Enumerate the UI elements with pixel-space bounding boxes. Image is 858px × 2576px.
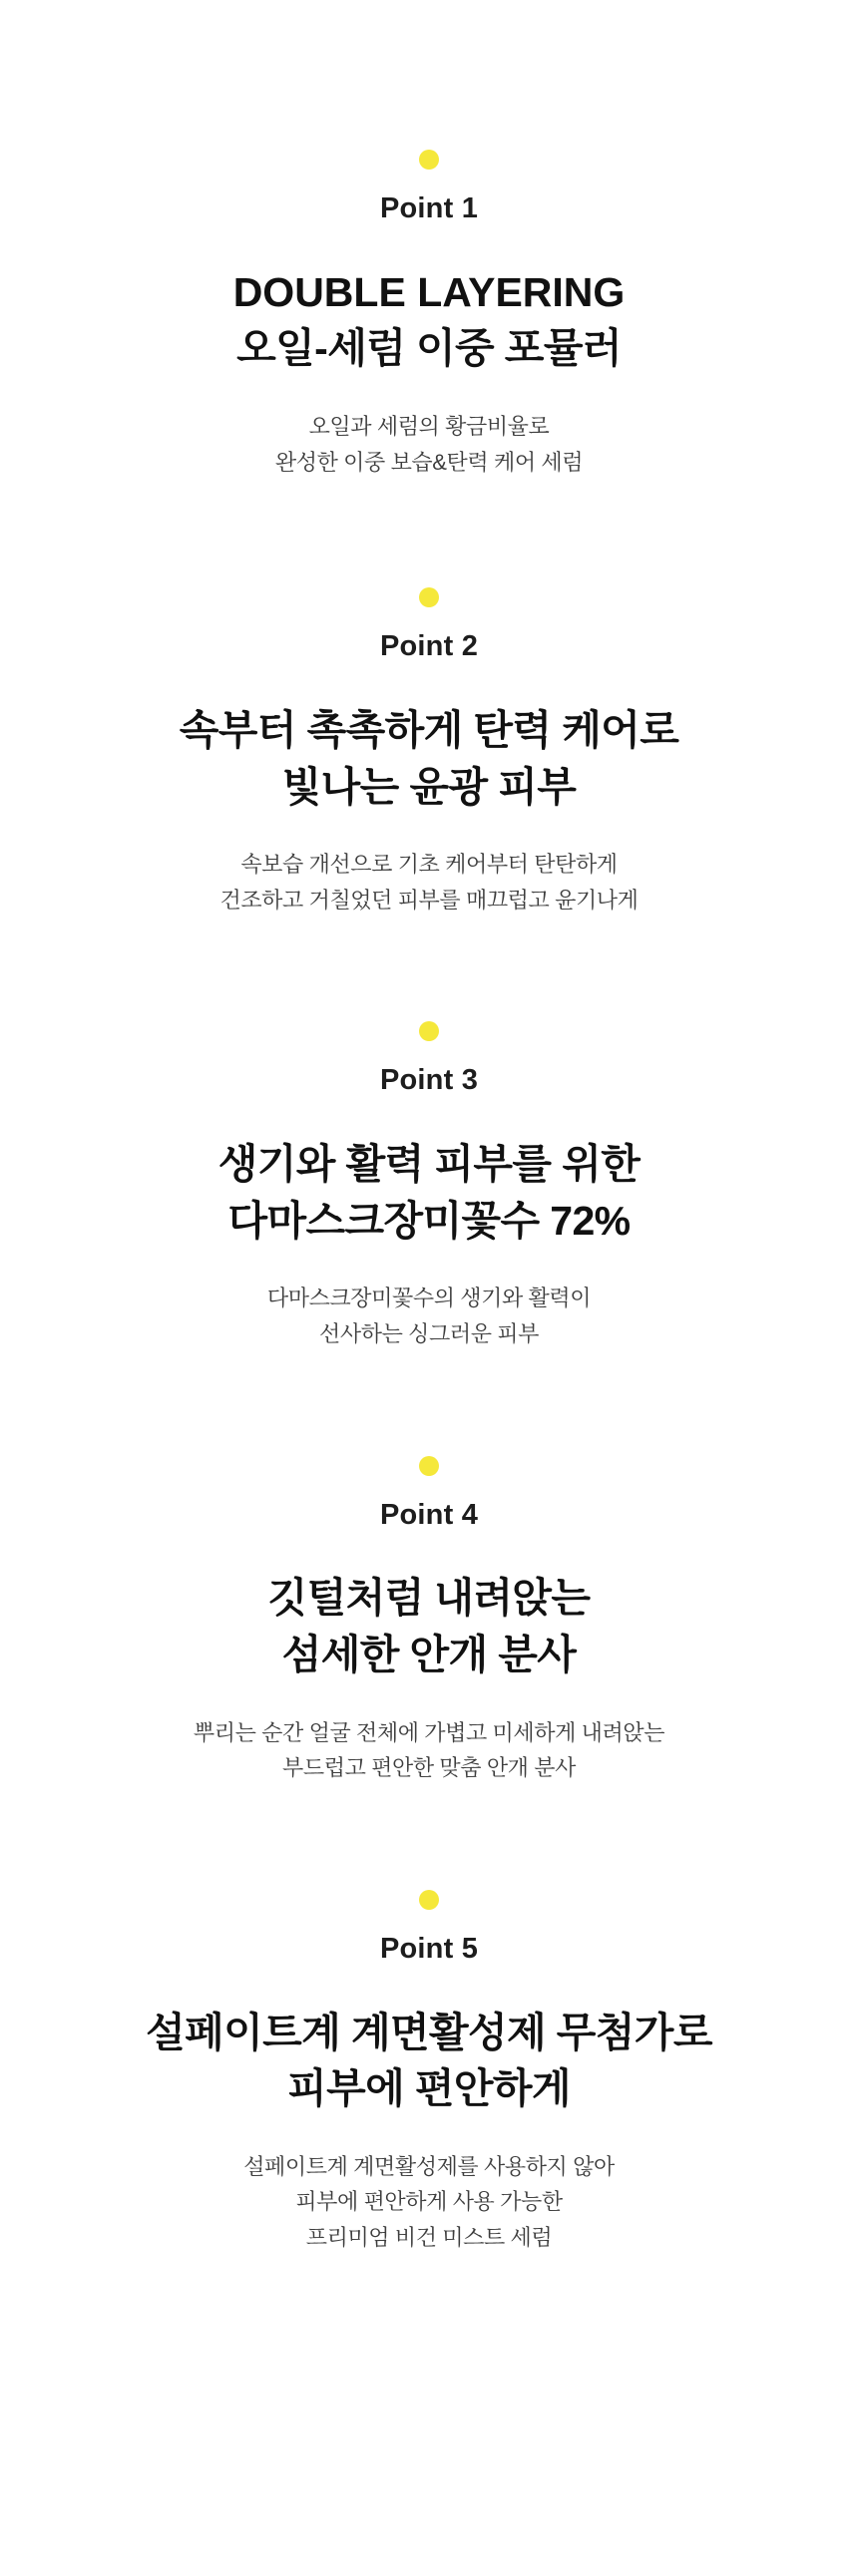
point-headline-3-line-1: 생기와 활력 피부를 위한 [217, 1141, 641, 1188]
point-block-3 [0, 1021, 858, 1351]
point-headline-3 [218, 1136, 640, 1249]
point-subtext-2-line-2: 건조하고 거칠었던 피부를 매끄럽고 윤기나게 [219, 887, 639, 913]
point-subtext-4-line-2: 부드럽고 편안한 맞춤 안개 분사 [282, 1755, 576, 1781]
point-subtext-5-line-3: 프리미엄 비건 미스트 세럼 [305, 2225, 553, 2251]
point-label-3: Point 3 [379, 1064, 479, 1097]
point-headline-1-line-2: 오일-세럼 이중 포뮬러 [236, 325, 622, 372]
point-headline-4-line-1: 깃털처럼 내려앉는 [267, 1575, 591, 1622]
point-headline-5 [146, 2005, 712, 2117]
yellow-dot-icon [419, 150, 439, 170]
point-label-1: Point 1 [379, 192, 479, 224]
point-block-4 [0, 1456, 858, 1786]
yellow-dot-icon [419, 1021, 439, 1041]
point-label-2: Point 2 [379, 630, 479, 663]
point-subtext-2 [219, 847, 638, 918]
point-headline-2 [180, 702, 678, 815]
point-headline-5-line-2: 피부에 편안하게 [287, 2065, 571, 2112]
point-headline-1 [233, 264, 626, 377]
point-subtext-4-line-1: 뿌리는 순간 얼굴 전체에 가볍고 미세하게 내려앉는 [193, 1719, 665, 1745]
point-subtext-2-line-1: 속보습 개선으로 기초 케어부터 탄탄하게 [240, 852, 618, 878]
point-headline-2-line-2: 빛나는 윤광 피부 [281, 763, 577, 810]
point-subtext-3 [267, 1281, 591, 1351]
point-subtext-4 [194, 1715, 664, 1786]
point-subtext-1-line-1: 오일과 세럼의 황금비율로 [308, 413, 550, 439]
point-subtext-1-line-2: 완성한 이중 보습&탄력 케어 세럼 [274, 449, 584, 475]
point-label-4: Point 4 [379, 1498, 479, 1531]
yellow-dot-icon [419, 587, 439, 607]
point-headline-5-line-1: 설페이트계 계면활성제 무첨가로 [146, 2009, 712, 2055]
point-subtext-5-line-1: 설페이트계 계면활성제를 사용하지 않아 [243, 2153, 615, 2179]
point-headline-1-line-1: DOUBLE LAYERING [232, 268, 626, 315]
yellow-dot-icon [419, 1456, 439, 1476]
point-block-5 [0, 1890, 858, 2256]
point-headline-2-line-1: 속부터 촉촉하게 탄력 케어로 [179, 707, 679, 753]
yellow-dot-icon [419, 1890, 439, 1910]
point-headline-4 [268, 1570, 591, 1682]
point-subtext-3-line-1: 다마스크장미꽃수의 생기와 활력이 [266, 1286, 592, 1311]
point-block-1 [0, 150, 858, 480]
point-block-2 [0, 587, 858, 918]
point-label-5: Point 5 [379, 1932, 479, 1965]
point-subtext-3-line-2: 선사하는 싱그러운 피부 [319, 1320, 539, 1346]
point-subtext-5-line-2: 피부에 편안하게 사용 가능한 [295, 2189, 563, 2215]
point-headline-3-line-2: 다마스크장미꽃수 72% [227, 1197, 631, 1244]
point-subtext-1 [275, 409, 583, 480]
point-subtext-5 [243, 2149, 615, 2256]
point-headline-4-line-2: 섬세한 안개 분사 [281, 1631, 577, 1677]
